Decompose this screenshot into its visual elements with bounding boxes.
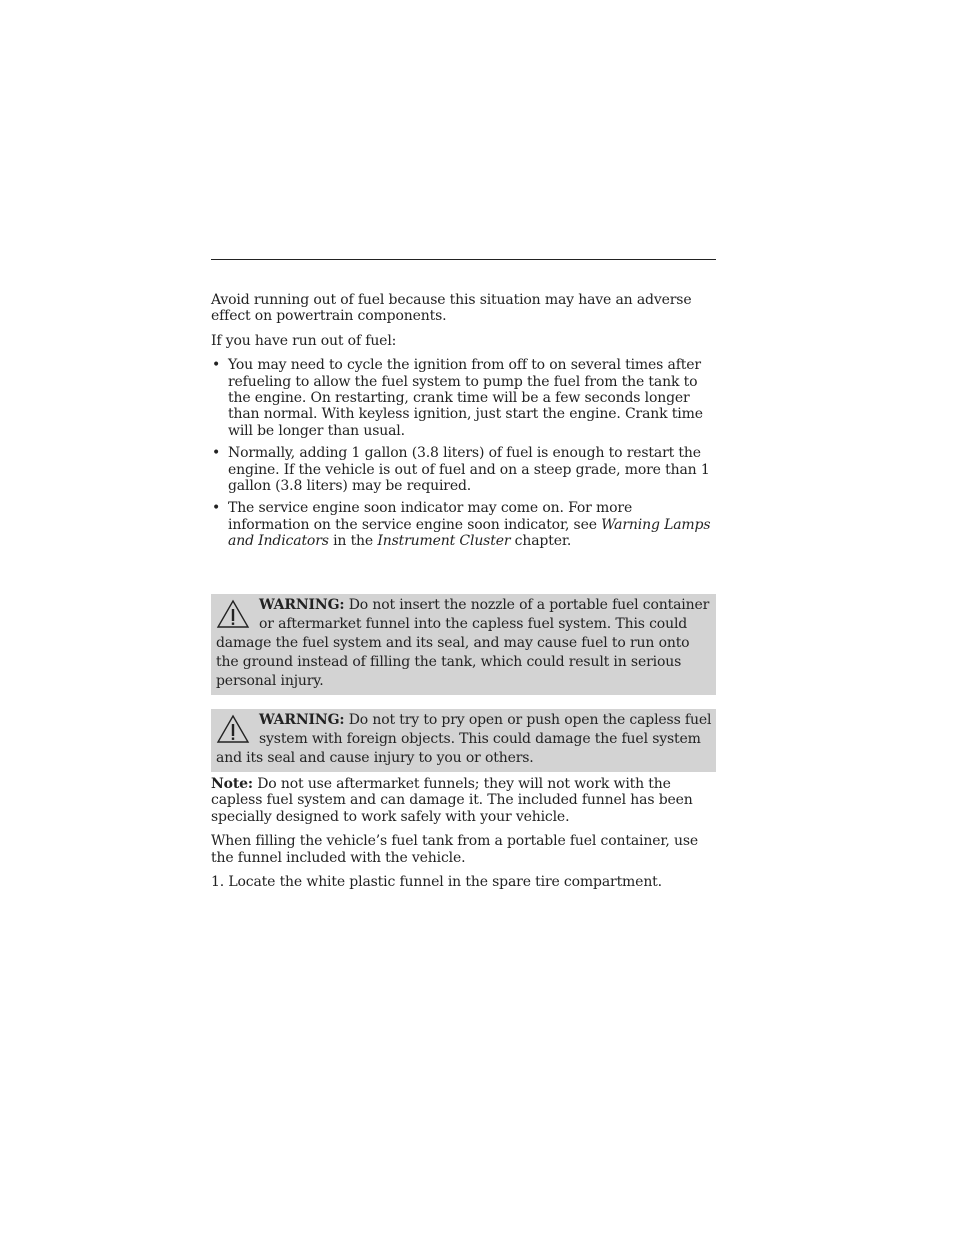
header-rule [211, 259, 716, 260]
out-of-fuel-lead: If you have run out of fuel: [211, 332, 397, 349]
out-of-fuel-list [211, 357, 716, 549]
note-label: Note: [211, 776, 253, 792]
warning-box [211, 594, 716, 695]
warning-triangle-icon [216, 714, 250, 744]
list-item: • Normally, adding 1 gallon (3.8 liters) of fuel is enough to restart the engine. If the vehicle is out of fuel and on a steep grade, more than 1 gallon (3.8 liters) may be required. [211, 445, 716, 494]
warning-text: Do not try to pry open or push open the capless fuel system with foreign objects. This could damage the fuel system and its seal and cause injury to you or others. [216, 712, 712, 766]
intro-section [211, 292, 716, 556]
warning-label: WARNING: [259, 597, 345, 613]
funnel-paragraph: When filling the vehicle’s fuel tank from a portable fuel container, use the funnel included with the vehicle. [211, 833, 699, 866]
step-1: 1. Locate the white plastic funnel in the spare tire compartment. [211, 874, 662, 891]
list-item: • The service engine soon indicator may come on. For more information on the service engine soon indicator, see Warning Lamps and Indicators in the Instrument Cluster chapter. [211, 500, 716, 549]
chapter-reference: Instrument Cluster [377, 533, 511, 550]
intro-paragraph: Avoid running out of fuel because this situation may have an adverse effect on powertrain components. [211, 292, 692, 325]
note-paragraph: Note: Do not use aftermarket funnels; they will not work with the capless fuel system and can damage it. The included funnel has been specially designed to work safely with your vehicle. [211, 776, 693, 825]
list-item: • You may need to cycle the ignition from off to on several times after refueling to allow the fuel system to pump the fuel from the tank to the engine. On restarting, crank time will be a few seconds longer than normal. With keyless ignition, just start the engine. Crank time will be longer than usual. [211, 357, 716, 439]
warning-text: Do not insert the nozzle of a portable fuel container or aftermarket funnel into the capless fuel system. This could damage the fuel system and its seal, and may cause fuel to run onto the ground instead of filling the tank, which could result in serious personal injury. [216, 597, 710, 689]
warning-label: WARNING: [259, 712, 345, 728]
funnel-section [211, 776, 716, 890]
cross-reference-link: Warning Lamps and Indicators [228, 516, 711, 550]
warning-triangle-icon [216, 599, 250, 629]
warning-box [211, 709, 716, 772]
